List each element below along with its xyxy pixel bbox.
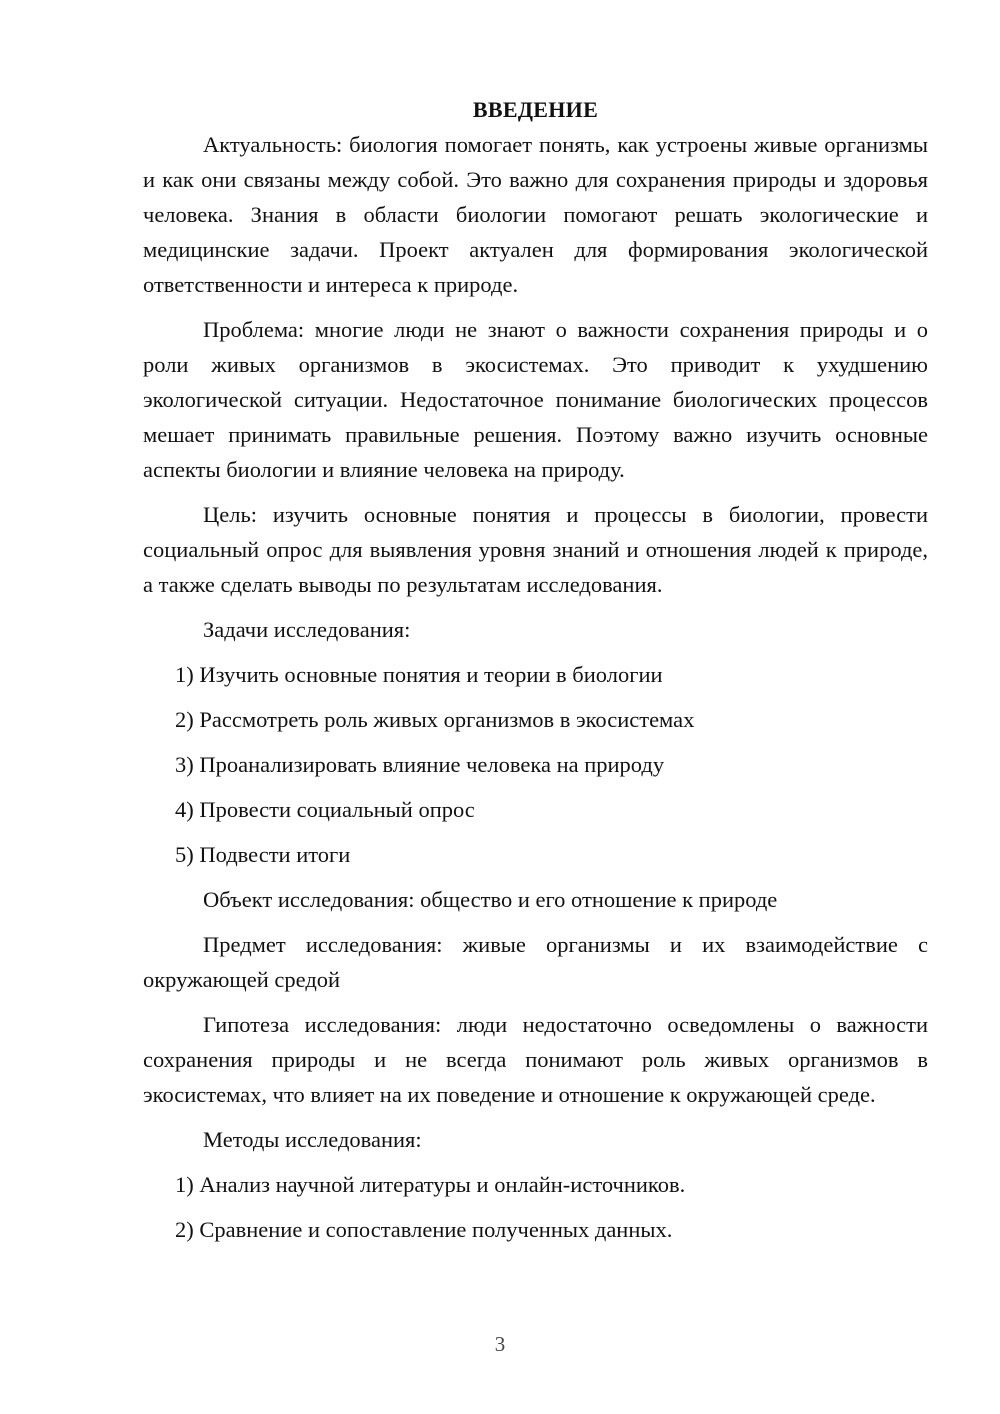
list-item: 5) Подвести итоги (175, 842, 351, 867)
list-item: 2) Сравнение и сопоставление полученных данных. (175, 1217, 673, 1242)
list-item: 2) Рассмотреть роль живых организмов в экосистемах (175, 707, 695, 732)
goal-paragraph: Цель: изучить основные понятия и процессы в биологии, провести социальный опрос для выявления уровня знаний и отношения людей к природе, а также сделать выводы по результатам исследования. (143, 502, 928, 597)
list-item: 1) Изучить основные понятия и теории в биологии (175, 662, 663, 687)
section-heading: ВВЕДЕНИЕ (472, 97, 599, 122)
hypothesis-paragraph: Гипотеза исследования: люди недостаточно осведомлены о важности сохранения природы и не всегда понимают роль живых организмов в экосистемах, что влияет на их поведение и отношение к окружающей среде. (143, 1012, 928, 1107)
page-number: 3 (494, 1332, 506, 1356)
problem-paragraph: Проблема: многие люди не знают о важности сохранения природы и о роли живых организмов в экосистемах. Это приводит к ухудшению экологической ситуации. Недостаточное понимание биологических процессов мешает принимать правильные решения. Поэтому важно изучить основные аспекты биологии и влияние человека на природу. (143, 317, 928, 482)
object-paragraph: Объект исследования: общество и его отношение к природе (203, 887, 778, 912)
list-item: 3) Проанализировать влияние человека на природу (175, 752, 665, 777)
list-item: 4) Провести социальный опрос (175, 797, 475, 822)
tasks-list (143, 657, 928, 872)
subject-paragraph: Предмет исследования: живые организмы и их взаимодействие с окружающей средой (143, 932, 928, 992)
document-page (143, 92, 928, 1257)
list-item: 1) Анализ научной литературы и онлайн-источников. (175, 1172, 686, 1197)
tasks-title: Задачи исследования: (203, 617, 411, 642)
relevance-paragraph: Актуальность: биология помогает понять, как устроены живые организмы и как они связаны между собой. Это важно для сохранения природы и здоровья человека. Знания в области биологии помогают решать экологические и медицинские задачи. Проект актуален для формирования экологической ответственности и интереса к природе. (143, 132, 928, 297)
methods-title: Методы исследования: (203, 1127, 422, 1152)
methods-list (143, 1167, 928, 1247)
